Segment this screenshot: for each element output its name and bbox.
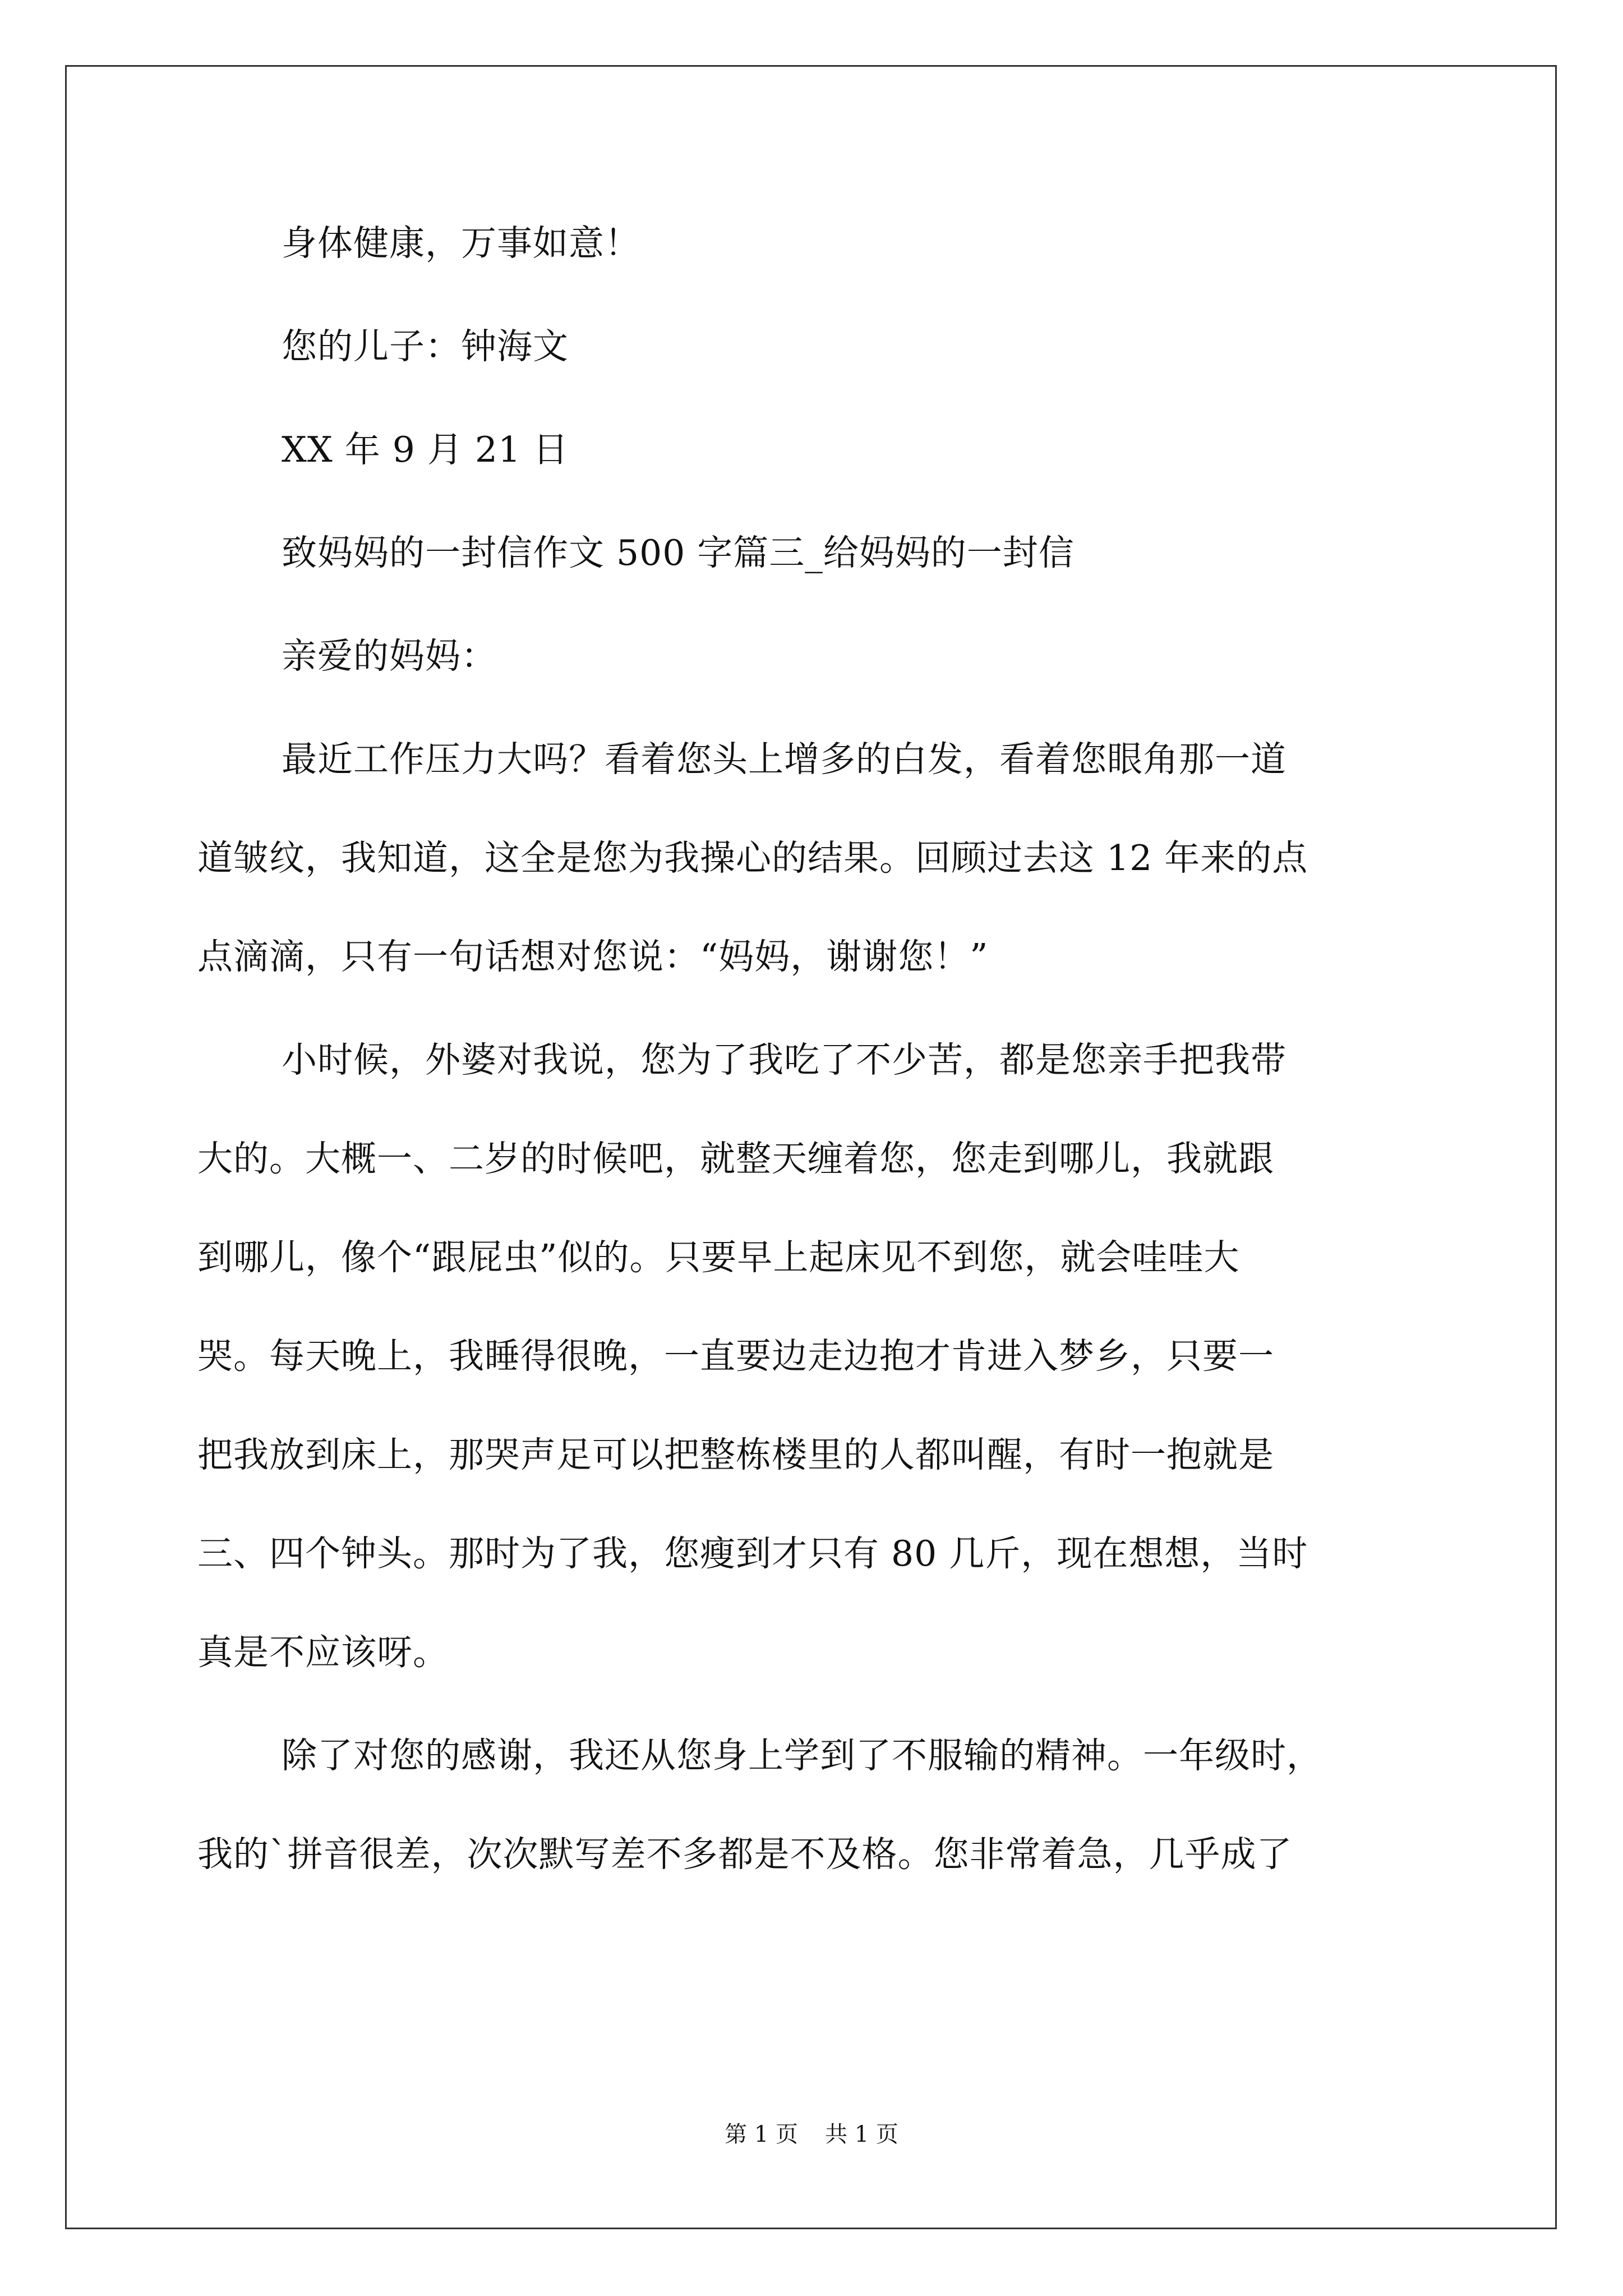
date-line: XX 年 9 月 21 日 (282, 429, 569, 470)
document-body (197, 219, 1448, 1933)
paragraph (197, 1731, 1448, 1879)
paragraph (197, 735, 1448, 982)
paragraph-line: 除了对您的感谢，我还从您身上学到了不服输的精神。一年级时， (282, 1735, 1322, 1776)
paragraph-line: 我的`拼音很差，次次默写差不多都是不及格。您非常着急，几乎成了 (197, 1834, 1293, 1875)
paragraph-line: 大的。大概一、二岁的时候吧，就整天缠着您，您走到哪儿，我就跟 (197, 1138, 1274, 1179)
section-title: 致妈妈的一封信作文 500 字篇三_给妈妈的一封信 (282, 532, 1075, 573)
closing-wish: 身体健康，万事如意！ (282, 223, 640, 264)
page-number: 第 1 页 (725, 2122, 798, 2147)
paragraph-line: 点滴滴，只有一句话想对您说：“妈妈，谢谢您！” (197, 936, 989, 977)
salutation: 亲爱的妈妈： (282, 636, 497, 677)
paragraph-line: 小时候，外婆对我说，您为了我吃了不少苦，都是您亲手把我带 (282, 1039, 1287, 1080)
paragraph-line: 把我放到床上，那哭声足可以把整栋楼里的人都叫醒，有时一抱就是 (197, 1434, 1274, 1475)
page-footer (0, 2120, 1623, 2148)
paragraph-line: 道皱纹，我知道，这全是您为我操心的结果。回顾过去这 12 年来的点 (197, 838, 1308, 878)
paragraph-line: 最近工作压力大吗？看着您头上增多的白发，看着您眼角那一道 (282, 739, 1287, 780)
paragraph-line: 三、四个钟头。那时为了我，您瘦到才只有 80 几斤，现在想想，当时 (197, 1533, 1308, 1574)
paragraph-line: 到哪儿，像个“跟屁虫”似的。只要早上起床见不到您，就会哇哇大 (197, 1237, 1240, 1278)
signature: 您的儿子：钟海文 (282, 326, 569, 367)
paragraph-line: 哭。每天晚上，我睡得很晚，一直要边走边抱才肯进入梦乡，只要一 (197, 1336, 1274, 1377)
paragraph (197, 1036, 1448, 1677)
paragraph-line: 真是不应该呀。 (197, 1632, 449, 1673)
page-total: 共 1 页 (825, 2122, 898, 2147)
